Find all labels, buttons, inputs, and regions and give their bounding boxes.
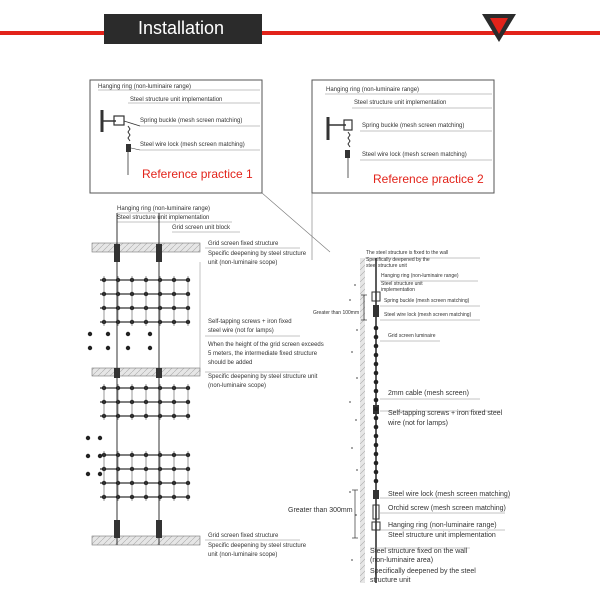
right-cable-label: 2mm cable (mesh screen) xyxy=(388,390,469,397)
lamp-node xyxy=(374,326,379,331)
grid-lamp-dot xyxy=(86,454,90,458)
grid-lamp-dot xyxy=(88,346,92,350)
right-deepened-bottom-2: structure unit xyxy=(370,577,411,584)
wall-speckle xyxy=(355,419,357,421)
p2-spring-buckle-label: Spring buckle (mesh screen matching) xyxy=(362,123,465,129)
grid-lamp-dot xyxy=(86,472,90,476)
left-bottom-deepen-2: unit (non-luminaire scope) xyxy=(208,552,278,558)
p1-wire-lock-label: Steel wire lock (mesh screen matching) xyxy=(140,142,245,148)
page-title: Installation xyxy=(138,18,225,38)
left-screws-1: Self-tapping screws + iron fixed xyxy=(208,319,292,325)
p1-spring-buckle-label: Spring buckle (mesh screen matching) xyxy=(140,118,243,124)
right-wall-fixed-bottom-2: (non-luminaire area) xyxy=(370,557,434,564)
left-block-label: Grid screen unit block xyxy=(172,225,231,231)
lamp-node xyxy=(374,335,379,340)
left-top-fixed-label: Grid screen fixed structure xyxy=(208,241,279,247)
lamp-node xyxy=(374,344,379,349)
grid-lamp-dot xyxy=(148,332,152,336)
right-steel-unit-bottom: Steel structure unit implementation xyxy=(388,532,496,539)
bottom-spring-buckle xyxy=(114,520,120,538)
right-greater-100: Greater than 100mm xyxy=(313,310,360,316)
right-orchid-screw: Orchid screw (mesh screen matching) xyxy=(388,505,506,512)
mid-fixing xyxy=(114,368,120,378)
p2-hanging-ring-label: Hanging ring (non-luminaire range) xyxy=(326,87,420,93)
practice2-caption: Reference practice 2 xyxy=(373,172,484,186)
right-wall-section xyxy=(360,258,380,583)
lamp-node xyxy=(374,407,379,412)
left-bottom-deepen-1: Specific deepening by steel structure xyxy=(208,543,307,549)
left-height-3: should be added xyxy=(208,360,253,366)
p2-steel-unit-label: Steel structure unit implementation xyxy=(354,100,447,106)
lamp-node xyxy=(374,461,379,466)
p1-hanging-ring-label: Hanging ring (non-luminaire range) xyxy=(98,84,192,90)
lamp-node xyxy=(374,443,379,448)
lamp-node xyxy=(374,362,379,367)
bottom-spring-buckle xyxy=(156,520,162,538)
left-bottom-fixed-label: Grid screen fixed structure xyxy=(208,533,279,539)
wall-speckle xyxy=(351,559,353,561)
lamp-node xyxy=(374,425,379,430)
practice1-wire-lock xyxy=(126,144,131,152)
lamp-node xyxy=(374,470,379,475)
left-screws-2: steel wire (not for lamps) xyxy=(208,328,274,334)
wall-speckle xyxy=(356,377,358,379)
right-steel-unit-1: Steel structure unit xyxy=(381,281,423,287)
wall-speckle xyxy=(351,447,353,449)
right-spring-buckle-label: Spring buckle (mesh screen matching) xyxy=(384,298,470,304)
right-hanging-ring-bottom: Hanging ring (non-luminaire range) xyxy=(388,522,497,529)
right-deepened-bottom-1: Specifically deepened by the steel xyxy=(370,568,476,575)
grid-lamp-dot xyxy=(126,332,130,336)
wall-speckle xyxy=(349,491,351,493)
wall-speckle xyxy=(356,329,358,331)
practice1-caption: Reference practice 1 xyxy=(142,167,253,181)
mid-fixing xyxy=(156,368,162,378)
wall-speckle xyxy=(351,351,353,353)
right-screws-2: wire (not for lamps) xyxy=(388,420,448,427)
grid-lamp-dot xyxy=(148,346,152,350)
practice2-spring-buckle xyxy=(348,132,350,147)
right-luminaire-label: Grid screen luminaire xyxy=(388,333,436,339)
lamp-node xyxy=(374,434,379,439)
practice2-wire-lock xyxy=(345,150,350,158)
left-mid-deepen-1: Specific deepening by steel structure unit xyxy=(208,374,318,380)
right-steel-unit-2: implementation xyxy=(381,287,415,293)
wall-speckle xyxy=(355,514,357,516)
left-steel-unit-label: Steel structure unit implementation xyxy=(117,215,210,221)
grid-lamp-dot xyxy=(98,436,102,440)
right-deepened-2: steel structure unit xyxy=(366,263,407,269)
top-fixed-beam xyxy=(92,243,200,252)
dim-300mm xyxy=(352,490,358,538)
lamp-node xyxy=(374,416,379,421)
p1-steel-unit-label: Steel structure unit implementation xyxy=(130,97,223,103)
lamp-node xyxy=(374,479,379,484)
right-wall-fixed-bottom-1: Steel structure fixed on the wall xyxy=(370,548,468,555)
grid-lamp-dot xyxy=(98,454,102,458)
wall-speckle xyxy=(356,469,358,471)
p2-wire-lock-label: Steel wire lock (mesh screen matching) xyxy=(362,152,467,158)
right-greater-300: Greater than 300mm xyxy=(288,507,353,514)
grid-lamp-dot xyxy=(106,346,110,350)
grid-lamp-dot xyxy=(126,346,130,350)
wall-speckle xyxy=(349,299,351,301)
right-bottom-wire-lock xyxy=(373,490,379,499)
right-wall-fixed-label: The steel structure is fixed to the wall xyxy=(366,250,449,256)
left-top-deepen-1: Specific deepening by steel structure xyxy=(208,251,307,257)
right-hanging-ring-label: Hanging ring (non-luminaire range) xyxy=(381,273,459,279)
grid-lamp-dot xyxy=(98,472,102,476)
wall-speckle xyxy=(349,401,351,403)
left-grid-screen xyxy=(86,213,190,545)
wall-speckle xyxy=(354,284,356,286)
lamp-node xyxy=(374,389,379,394)
right-screws-1: Self-tapping screws + iron fixed steel xyxy=(388,410,503,417)
right-wire-lock-bottom: Steel wire lock (mesh screen matching) xyxy=(388,491,511,498)
left-hanging-ring-label: Hanging ring (non-luminaire range) xyxy=(117,206,211,212)
top-spring-buckle xyxy=(114,244,120,262)
top-spring-buckle xyxy=(156,244,162,262)
grid-lamp-dot xyxy=(88,332,92,336)
right-top-spring-buckle xyxy=(373,305,379,317)
left-height-2: 5 meters, the intermediate fixed structure xyxy=(208,351,318,357)
lamp-node xyxy=(374,398,379,403)
lamp-node xyxy=(374,452,379,457)
middle-fixed-beam xyxy=(92,368,200,376)
right-wire-lock-label: Steel wire lock (mesh screen matching) xyxy=(384,312,472,318)
grid-lamp-dot xyxy=(106,332,110,336)
practice1-spring-buckle xyxy=(128,126,130,141)
lamp-node xyxy=(374,371,379,376)
left-height-1: When the height of the grid screen exceeds xyxy=(208,342,324,348)
right-deepened-1: Specifically deepened by the xyxy=(366,257,430,263)
header-red-stripe xyxy=(0,31,600,35)
lamp-node xyxy=(374,353,379,358)
header-banner xyxy=(0,14,600,44)
bottom-fixed-beam xyxy=(92,536,200,545)
grid-lamp-dot xyxy=(86,436,90,440)
lamp-node xyxy=(374,380,379,385)
left-mid-deepen-2: (non-luminaire scope) xyxy=(208,383,267,389)
left-top-deepen-2: unit (non-luminaire scope) xyxy=(208,260,278,266)
